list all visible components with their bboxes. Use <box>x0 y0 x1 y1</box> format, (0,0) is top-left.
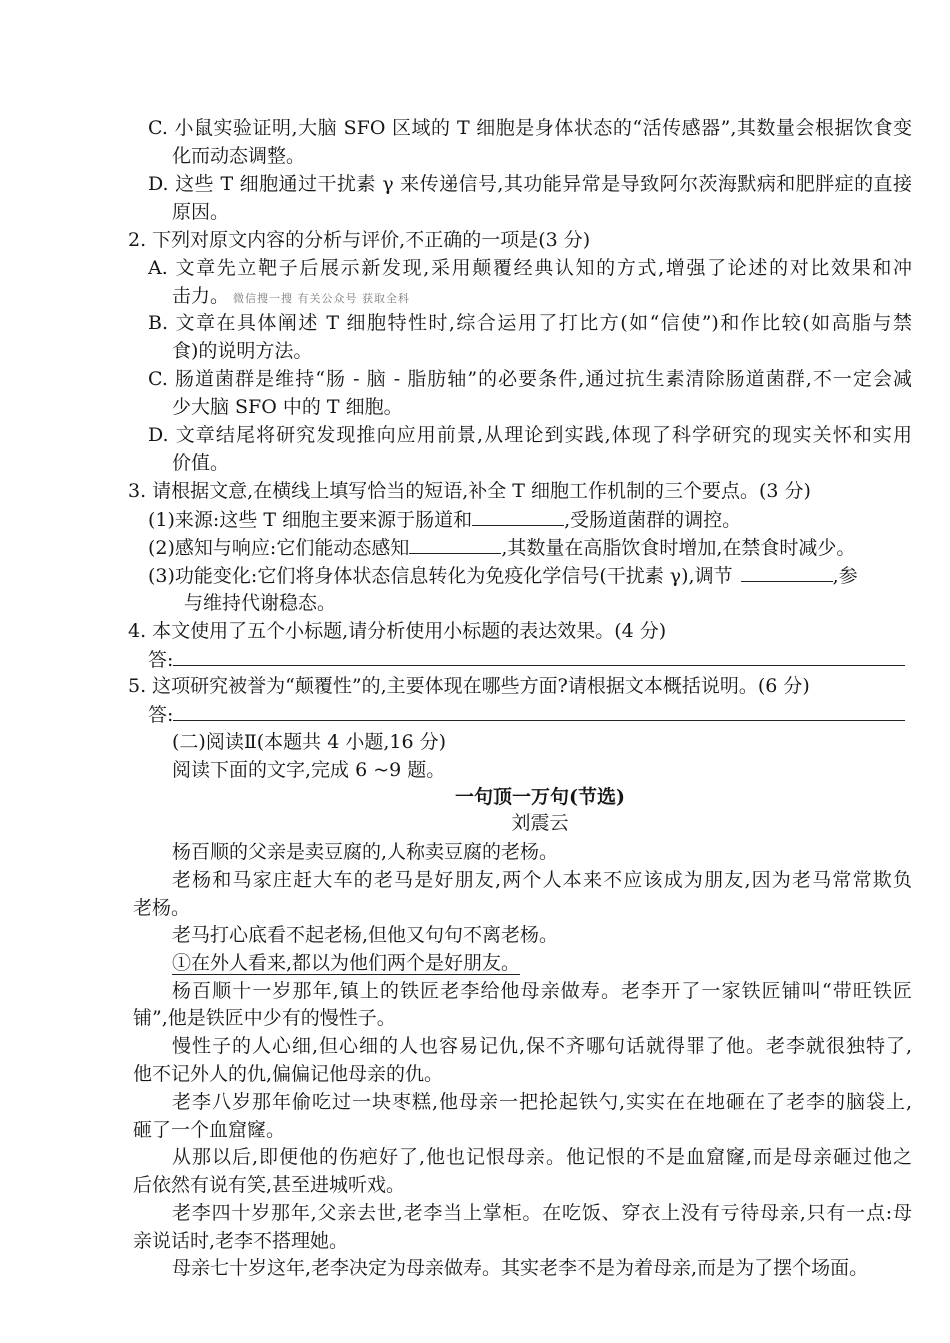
q1-option-c-line1: C. 小鼠实验证明,大脑 SFO 区域的 T 细胞是身体状态的“活传感器”,其数量会根据饮食变 <box>148 117 912 139</box>
q2-option-b-line2: 食)的说明方法。 <box>172 340 313 362</box>
passage-paragraph-cont: 铺”,他是铁匠中少有的慢性子。 <box>133 1007 396 1029</box>
q5-answer-label: 答: <box>148 704 174 726</box>
q3-item-2-before: (2)感知与响应:它们能动态感知 <box>148 537 410 559</box>
q3-item-3 <box>148 563 858 588</box>
q5-answer-line[interactable] <box>173 702 905 721</box>
watermark-text: 微信搜一搜 有关公众号 获取全科 <box>233 292 411 305</box>
q3-item-3-continued: 与维持代谢稳态。 <box>184 592 337 614</box>
section-instruction: 阅读下面的文字,完成 6 ~9 题。 <box>172 759 446 781</box>
q4-stem: 4. 本文使用了五个小标题,请分析使用小标题的表达效果。(4 分) <box>128 620 667 642</box>
q4-answer-label: 答: <box>148 649 174 671</box>
passage-paragraph: 老李四十岁那年,父亲去世,老李当上掌柜。在吃饭、穿衣上没有亏待母亲,只有一点:母 <box>172 1202 912 1224</box>
q1-option-c-line2: 化而动态调整。 <box>172 145 306 167</box>
q2-option-c-line1: C. 肠道菌群是维持“肠 - 脑 - 脂肪轴”的必要条件,通过抗生素清除肠道菌群,不一定会减 <box>148 368 912 390</box>
passage-paragraph: 老李八岁那年偷吃过一块枣糕,他母亲一把抡起铁勺,实实在在地砸在了老李的脑袋上, <box>172 1091 912 1113</box>
q3-item-2 <box>148 535 855 560</box>
q2-option-a-text: 击力。 <box>172 285 230 307</box>
q2-option-d-line2: 价值。 <box>172 452 230 474</box>
passage-paragraph-cont: 他不记外人的仇,偏偏记他母亲的仇。 <box>133 1063 444 1085</box>
passage-paragraph: 老马打心底看不起老杨,但他又句句不离老杨。 <box>172 924 559 946</box>
q3-item-1 <box>148 507 741 532</box>
q3-item-3-after: ,参 <box>832 565 858 587</box>
passage-paragraph-cont: 砸了一个血窟窿。 <box>133 1119 286 1141</box>
q2-option-a-line2 <box>172 284 410 311</box>
q1-option-d-line2: 原因。 <box>172 201 230 223</box>
passage-underlined-sentence <box>172 951 520 975</box>
passage-paragraph: 杨百顺十一岁那年,镇上的铁匠老李给他母亲做寿。老李开了一家铁匠铺叫“带旺铁匠 <box>172 980 912 1002</box>
passage-paragraph: 从那以后,即便他的伤疤好了,他也记恨母亲。他记恨的不是血窟窿,而是母亲砸过他之 <box>172 1146 912 1168</box>
q5-stem: 5. 这项研究被誉为“颠覆性”的,主要体现在哪些方面?请根据文本概括说明。(6 分) <box>128 675 810 697</box>
passage-paragraph: 慢性子的人心细,但心细的人也容易记仇,保不齐哪句话就得罪了他。老李就很独特了, <box>172 1035 912 1057</box>
q3-item-1-after: ,受肠道菌群的调控。 <box>564 509 742 531</box>
q2-option-a-line1: A. 文章先立靶子后展示新发现,采用颠覆经典认知的方式,增强了论述的对比效果和冲 <box>148 257 912 279</box>
q2-option-d-line1: D. 文章结尾将研究发现推向应用前景,从理论到实践,体现了科学研究的现实关怀和实用 <box>148 424 912 446</box>
passage-author: 刘震云 <box>511 812 569 834</box>
underlined-text: ①在外人看来,都以为他们两个是好朋友。 <box>172 952 521 974</box>
q5-answer <box>148 702 905 727</box>
q4-answer <box>148 647 905 672</box>
q3-item-1-before: (1)来源:这些 T 细胞主要来源于肠道和 <box>148 509 473 531</box>
passage-paragraph: 母亲七十岁这年,老李决定为母亲做寿。其实老李不是为着母亲,而是为了摆个场面。 <box>172 1257 869 1279</box>
section-heading: (二)阅读Ⅱ(本题共 4 小题,16 分) <box>172 731 446 753</box>
q2-stem: 2. 下列对原文内容的分析与评价,不正确的一项是(3 分) <box>128 229 591 251</box>
passage-paragraph-cont: 老杨。 <box>133 897 191 919</box>
q3-stem: 3. 请根据文意,在横线上填写恰当的短语,补全 T 细胞工作机制的三个要点。(3 分) <box>128 480 811 502</box>
q3-item-3-before: (3)功能变化:它们将身体状态信息转化为免疫化学信号(干扰素 γ),调节 <box>148 565 733 587</box>
q3-blank-3[interactable] <box>741 563 833 582</box>
q4-answer-line[interactable] <box>173 647 905 666</box>
q2-option-c-line2: 少大脑 SFO 中的 T 细胞。 <box>172 396 403 418</box>
q3-blank-2[interactable] <box>409 535 501 554</box>
q3-blank-1[interactable] <box>472 507 564 526</box>
q3-item-2-after: ,其数量在高脂饮食时增加,在禁食时减少。 <box>501 537 856 559</box>
passage-paragraph-cont: 亲说话时,老李不搭理她。 <box>133 1230 349 1252</box>
passage-title: 一句顶一万句(节选) <box>455 786 625 808</box>
passage-paragraph: 杨百顺的父亲是卖豆腐的,人称卖豆腐的老杨。 <box>172 841 559 863</box>
q2-option-b-line1: B. 文章在具体阐述 T 细胞特性时,综合运用了打比方(如“信使”)和作比较(如高脂与禁 <box>148 312 912 334</box>
passage-paragraph-cont: 后依然有说有笑,甚至进城听戏。 <box>133 1174 406 1196</box>
passage-paragraph: 老杨和马家庄赶大车的老马是好朋友,两个人本来不应该成为朋友,因为老马常常欺负 <box>172 869 912 891</box>
q1-option-d-line1: D. 这些 T 细胞通过干扰素 γ 来传递信号,其功能异常是导致阿尔茨海默病和肥胖症的直接 <box>148 173 912 195</box>
